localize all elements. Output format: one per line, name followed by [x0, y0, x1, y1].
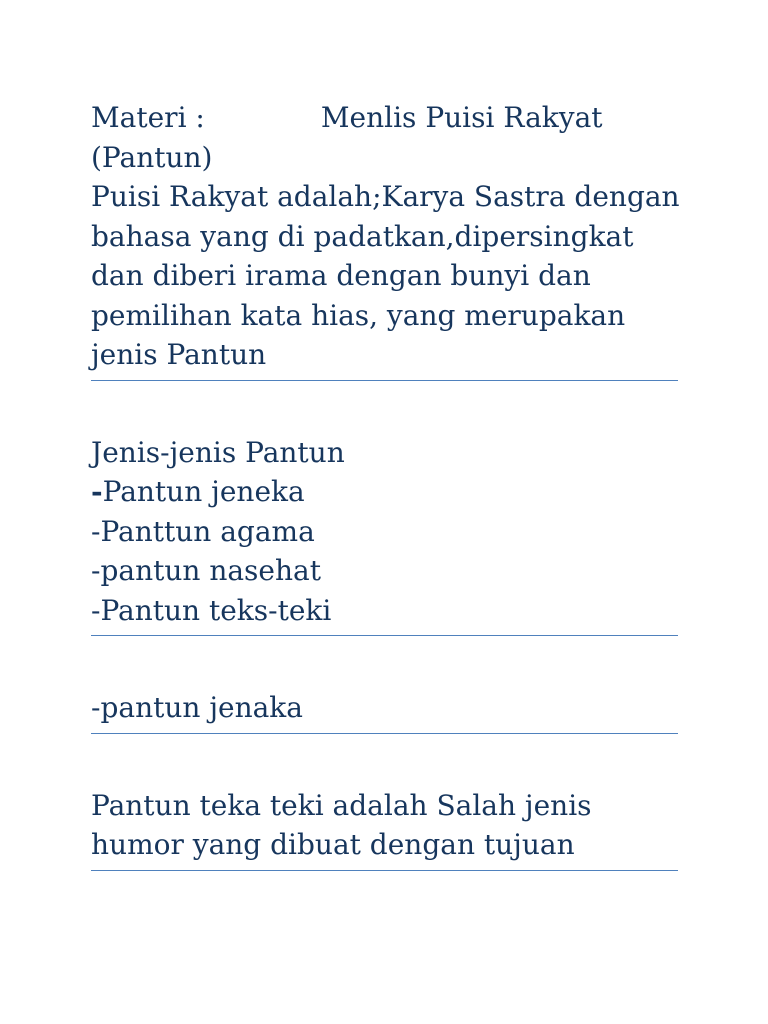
materi-title-line [91, 98, 678, 138]
text-line: Puisi Rakyat adalah;Karya Sastra dengan [91, 180, 680, 213]
list-dash: - [91, 475, 103, 508]
text-line: bahasa yang di padatkan,dipersingkat [91, 219, 634, 253]
text-line: Pantun teka teki adalah Salah jenis [91, 788, 592, 822]
list-item: -Panttun agama [91, 514, 315, 548]
materi-title: Menlis Puisi Rakyat [320, 101, 603, 134]
section-jenis-pantun [91, 433, 678, 631]
text-line: dan diberi irama dengan bunyi dan [91, 259, 591, 292]
materi-label: Materi : [91, 101, 205, 134]
section-heading: Jenis-jenis Pantun [91, 435, 345, 469]
section-pantun-jenaka [91, 688, 678, 728]
divider-rule [91, 635, 678, 636]
list-item: -pantun nasehat [91, 554, 321, 587]
text-line: -pantun jenaka [91, 691, 303, 724]
list-item [91, 472, 678, 512]
divider-rule [91, 733, 678, 734]
list-item-text: Pantun jeneka [102, 475, 305, 508]
section-materi [91, 98, 678, 375]
text-line: humor yang dibuat dengan tujuan [91, 828, 575, 861]
section-teka-teki [91, 786, 678, 865]
list-item: -Pantun teks-teki [91, 593, 332, 627]
text-line: jenis Pantun [91, 338, 267, 371]
divider-rule [91, 380, 678, 381]
text-line: pemilihan kata hias, yang merupakan [91, 298, 626, 332]
divider-rule [91, 870, 678, 871]
text-line: (Pantun) [91, 140, 213, 174]
document-page [91, 98, 678, 871]
